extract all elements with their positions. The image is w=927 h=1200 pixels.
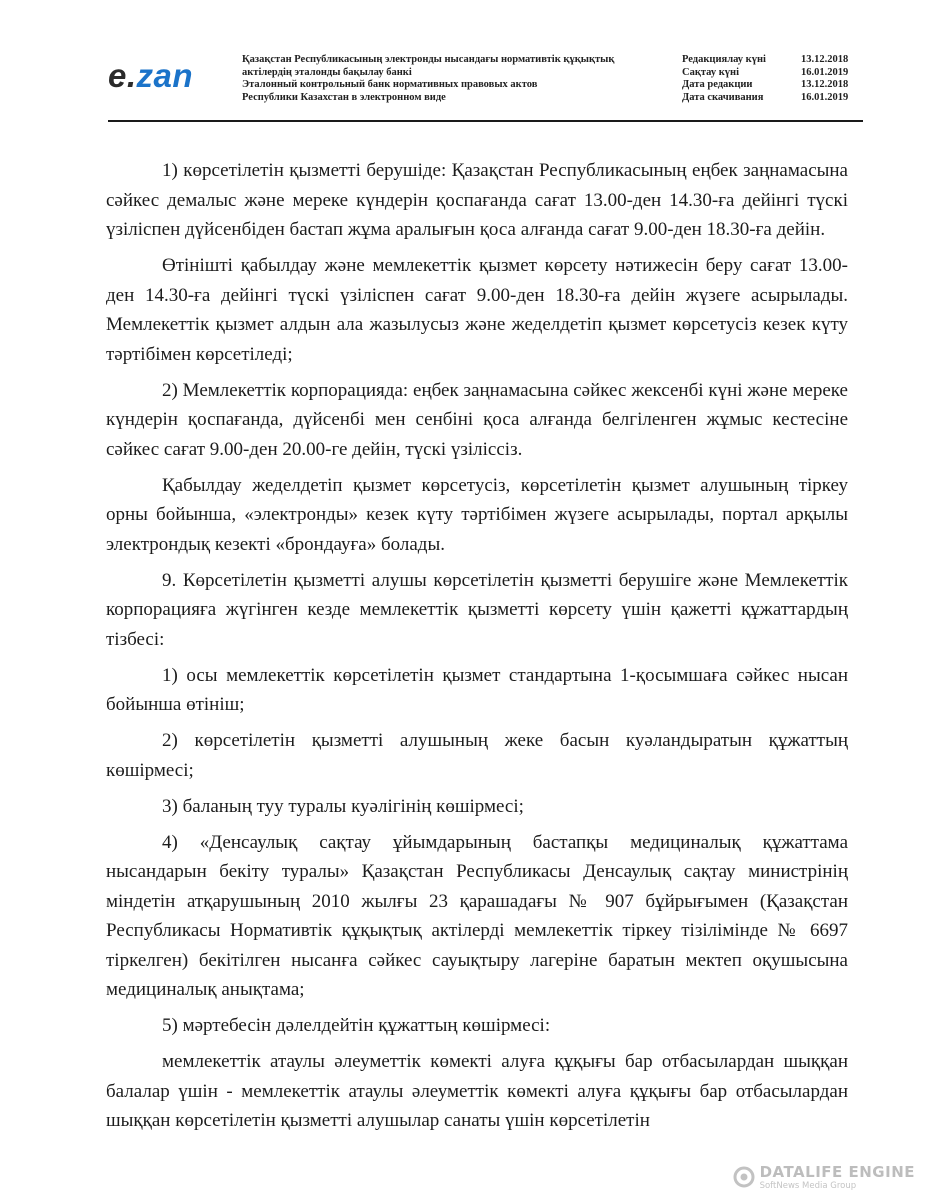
- paragraph: 5) мәртебесін дәлелдейтін құжаттың көшірмесі:: [162, 1015, 551, 1036]
- bank-description: [242, 54, 642, 104]
- ezan-logo[interactable]: [108, 56, 193, 96]
- date-value: 13.12.2018: [801, 54, 849, 65]
- datalife-logo-icon: [733, 1166, 755, 1188]
- date-row-edit-kz: [682, 54, 863, 67]
- date-value: 13.12.2018: [801, 79, 849, 90]
- logo-dot: .: [126, 57, 137, 94]
- header-divider: [108, 120, 863, 122]
- logo-zan: zan: [136, 57, 194, 94]
- date-label: Сақтау күні: [682, 66, 740, 78]
- document-header: [108, 50, 863, 120]
- watermark-subtitle: SoftNews Media Group: [759, 1180, 857, 1191]
- paragraph: 4) «Денсаулық сақтау ұйымдарының бастапқы медициналық құжаттама нысандарын бекіту туралы» Қазақстан Республикасы Денсаулық сақтау министрінің міндетін атқарушының 2010 жылғы 23 қарашадағы № 907 бұйрығымен (Қазақстан Республикасы Нормативтік құқықтық актілерді мемлекеттік тіркеу тізілімінде № 6697 тіркелген) бекітілген нысанға сәйкес сауықтыру лагеріне баратын мектеп оқушысына медициналық анықтама;: [106, 831, 848, 1000]
- date-label: Дата скачивания: [682, 91, 764, 103]
- paragraph: 9. Көрсетілетін қызметті алушы көрсетілетін қызметті берушіге және Мемлекеттік корпорацияға жүгінген кезде мемлекеттік қызметті көрсету үшін қажетті құжаттардың тізбесі:: [106, 569, 848, 650]
- document-dates: [682, 54, 863, 104]
- paragraph: 1) көрсетілетін қызметті берушіде: Қазақстан Республикасының еңбек заңнамасына сәйкес демалыс және мереке күндерін қоспағанда сағат 13.00-ден 14.30-ға дейінгі түскі үзіліспен дүйсенбіден бастап жұма аралығын қоса алғанда сағат 9.00-ден 18.30-ға дейін.: [106, 160, 848, 240]
- logo-e: e: [108, 57, 127, 94]
- watermark-text: [759, 1162, 915, 1191]
- paragraph: мемлекеттік атаулы әлеуметтік көмекті алуға құқығы бар отбасылардан шыққан балалар үшін - мемлекеттік атаулы әлеуметтік көмекті алуға құқығы бар отбасылардан шыққан көрсетілетін қызметті алушылар санаты үшін көрсетілетін: [106, 1051, 848, 1131]
- date-row-download-ru: [682, 92, 863, 105]
- paragraph: Қабылдау жеделдетіп қызмет көрсетусіз, көрсетілетін қызмет алушының тіркеу орны бойынша, «электронды» кезек күту тәртібімен жүзеге асырылады, портал арқылы электрондық кезекті «брондауға» болады.: [106, 474, 848, 555]
- date-value: 16.01.2019: [801, 91, 849, 103]
- paragraph: 2) көрсетілетін қызметті алушының жеке басын куәландыратын құжаттың көшірмесі;: [106, 730, 848, 781]
- watermark-title: DATALIFE ENGINE: [759, 1162, 915, 1181]
- paragraph: 3) баланың туу туралы куәлігінің көшірмесі;: [162, 795, 524, 817]
- paragraph: 1) осы мемлекеттік көрсетілетін қызмет стандартына 1-қосымшаға сәйкес нысан бойынша өтініш;: [106, 664, 848, 715]
- datalife-engine-watermark: [733, 1162, 915, 1191]
- date-label: Дата редакции: [682, 79, 753, 90]
- date-row-edit-ru: [682, 79, 863, 92]
- description-line: актілердің эталонды бақылау банкі: [242, 66, 412, 78]
- paragraph: Өтінішті қабылдау және мемлекеттік қызмет көрсету нәтижесін беру сағат 13.00-ден 14.30-ға дейінгі түскі үзіліспен сағат 9.00-ден 18.30-ға дейін жүзеге асырылады. Мемлекеттік қызмет алдын ала жазылусыз және жеделдетіп қызмет көрсетусіз кезек күту тәртібімен көрсетіледі;: [106, 255, 848, 365]
- paragraph: 2) Мемлекеттік корпорацияда: еңбек заңнамасына сәйкес жексенбі күні және мереке күндерін қоспағанда, дүйсенбі мен сенбіні қоса алғанда белгіленген жұмыс кестесіне сәйкес сағат 9.00-ден 20.00-ге дейін, түскі үзіліссіз.: [106, 379, 848, 460]
- description-line: Қазақстан Республикасының электронды нысандағы нормативтік құқықтық: [242, 54, 615, 65]
- date-row-save-kz: [682, 67, 863, 80]
- description-line: Республики Казахстан в электронном виде: [242, 91, 446, 103]
- document-body: [106, 156, 848, 1142]
- date-value: 16.01.2019: [801, 66, 849, 78]
- date-label: Редакциялау күні: [682, 54, 766, 65]
- description-line: Эталонный контрольный банк нормативных правовых актов: [242, 79, 538, 90]
